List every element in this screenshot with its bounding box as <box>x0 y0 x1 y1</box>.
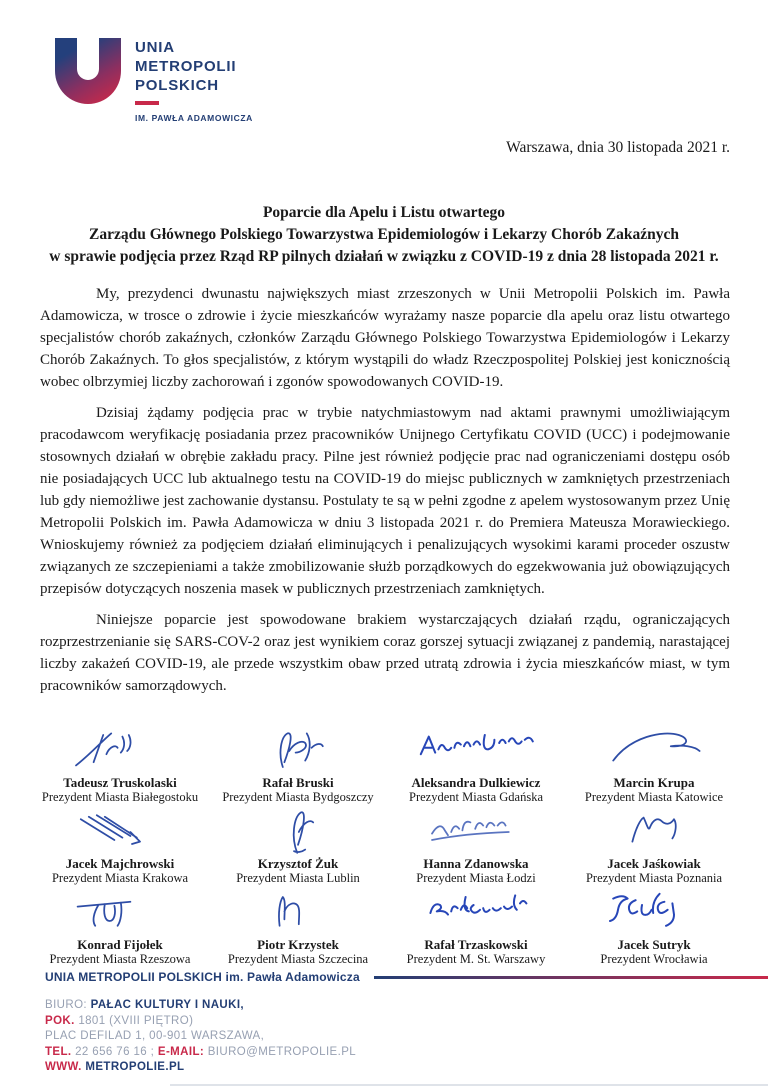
tel-value: 22 656 76 16 ; <box>75 1045 155 1058</box>
footer-header <box>45 970 768 984</box>
signature-handwriting-icon <box>223 727 373 775</box>
signatory-name: Hanna Zdanowska <box>423 856 529 871</box>
logo-subtitle: IM. PAWŁA ADAMOWICZA <box>135 113 253 123</box>
signatory-name: Rafał Bruski <box>262 775 334 790</box>
letter-title <box>0 202 768 268</box>
footer <box>45 970 768 1076</box>
signature-handwriting-icon <box>579 808 729 856</box>
paragraph-2: Dzisiaj żądamy podjęcia prac w trybie natychmiastowym nad aktami prawnymi umożliwiającym pracodawcom weryfikację posiadania przez pracowników Unijnego Certyfikatu COVID (UCC) i podejmowanie stosownych działań w obrębie zakładu pracy. Pilne jest również podjęcie prac nad ograniczeniami dostępu osób nie posiadających UCC lub aktualnego testu na COVID-19 do miejsc publicznych w zamkniętych przestrzeniach lub gdy niemożliwe jest zachowanie dystansu. Postulaty te są w pełni zgodne z apelem wystosowanym przez Unię Metropolii Polskich im. Pawła Adamowicza w dniu 3 listopada 2021 r. do Premiera Mateusza Morawieckiego. Wnioskujemy również za podjęciem działań eliminujących i penalizujących wysokimi karami proceder oszustw związanych ze szczepieniami a także zmobilizowanie służb porządkowych do egzekwowania już obowiązujących przepisów dotyczących noszenia masek w publicznych przestrzeniach zamkniętych. <box>40 405 730 597</box>
signature-handwriting-icon <box>45 727 195 775</box>
signatory-title: Prezydent Miasta Krakowa <box>51 871 189 885</box>
room-label: POK. <box>45 1014 75 1027</box>
signature-block-zdanowska <box>390 805 562 886</box>
signatory-name: Rafał Trzaskowski <box>424 937 528 952</box>
office-value: PAŁAC KULTURY I NAUKI, <box>90 999 245 1011</box>
title-line-2: Zarządu Głównego Polskiego Towarzystwa Epidemiologów i Lekarzy Chorób Zakaźnych <box>89 226 679 243</box>
signatory-title: Prezydent Miasta Lublin <box>236 871 360 885</box>
signatory-name: Tadeusz Truskolaski <box>63 775 177 790</box>
signatory-title: Prezydent Miasta Gdańska <box>409 790 543 804</box>
footer-office-line <box>45 998 768 1014</box>
footer-www-line <box>45 1060 768 1076</box>
signatory-name: Jacek Sutryk <box>617 937 691 952</box>
signature-handwriting-icon <box>401 889 551 937</box>
signatory-title: Prezydent Wrocławia <box>600 952 708 966</box>
email-value: BIURO@METROPOLIE.PL <box>207 1045 357 1058</box>
logo-line-3: POLSKICH <box>135 77 219 94</box>
signatory-title: Prezydent Miasta Poznania <box>585 871 723 885</box>
signatory-name: Aleksandra Dulkiewicz <box>411 775 541 790</box>
signatory-name: Krzysztof Żuk <box>257 856 339 871</box>
signatory-title: Prezydent Miasta Białegostoku <box>41 790 199 804</box>
signature-handwriting-icon <box>579 889 729 937</box>
footer-room-line <box>45 1014 768 1030</box>
room-value: 1801 (XVIII PIĘTRO) <box>78 1014 194 1027</box>
title-line-3: w sprawie podjęcia przez Rząd RP pilnych działań w związku z COVID-19 z dnia 28 listopada 2021 r. <box>49 248 719 265</box>
logo-underline <box>135 101 159 105</box>
signature-handwriting-icon <box>401 808 551 856</box>
paragraph-1: My, prezydenci dwunastu największych miast zrzeszonych w Unii Metropolii Polskich im. Pawła Adamowicza, w trosce o zdrowie i życie mieszkańców wyrażamy nasze poparcie dla apelu oraz listu otwartego specjalistów chorób zakaźnych, członków Zarządu Głównego Polskiego Towarzystwa Epidemiologów i Lekarzy Chorób Zakaźnych. To głos specjalistów, z którym wystąpili do władz Rzeczpospolitej Polskiej jest konicznością wobec olbrzymiej liczby zachorowań i zgonów spowodowanych COVID-19. <box>40 286 730 390</box>
signature-block-truskolaski <box>34 724 206 805</box>
signature-block-krupa <box>568 724 740 805</box>
signature-block-krzystek <box>212 886 384 967</box>
ump-logo-u-icon <box>55 38 121 104</box>
www-value: METROPOLIE.PL <box>85 1061 185 1073</box>
signature-block-fijolek <box>34 886 206 967</box>
signature-block-trzaskowski <box>390 886 562 967</box>
signature-handwriting-icon <box>45 889 195 937</box>
signatory-name: Jacek Jaśkowiak <box>607 856 701 871</box>
logo-line-2: METROPOLII <box>135 58 237 75</box>
footer-org-name: UNIA METROPOLII POLSKICH im. Pawła Adamowicza <box>45 970 360 984</box>
signatory-name: Piotr Krzystek <box>257 937 339 952</box>
logo-line-1: UNIA <box>135 39 175 56</box>
signatory-name: Marcin Krupa <box>613 775 695 790</box>
email-label: E-MAIL: <box>157 1045 205 1058</box>
signature-handwriting-icon <box>223 808 373 856</box>
tel-label: TEL. <box>45 1045 72 1058</box>
footer-contact-block <box>45 998 768 1076</box>
ump-logo-text <box>135 38 253 123</box>
www-label: WWW. <box>45 1061 82 1073</box>
ump-logo <box>55 38 253 123</box>
office-label: BIURO: <box>45 999 88 1011</box>
footer-gradient-rule <box>374 976 768 979</box>
paragraph-3: Niniejsze poparcie jest spowodowane brakiem wystarczających działań rządu, ograniczających rozprzestrzenianie się SARS-COV-2 oraz jest wynikiem coraz gorszej sytuacji związanej z pandemią, narastającej liczby zakażeń COVID-19, ale przede wszystkim obaw przed utratą zdrowia i życia mieszkańców miast, w tym pracowników samorządowych. <box>40 612 730 694</box>
signatory-title: Prezydent Miasta Rzeszowa <box>49 952 191 966</box>
signature-handwriting-icon <box>579 727 729 775</box>
signatory-title: Prezydent Miasta Katowice <box>584 790 724 804</box>
signature-block-jaskowiak <box>568 805 740 886</box>
signature-handwriting-icon <box>45 808 195 856</box>
title-line-1: Poparcie dla Apelu i Listu otwartego <box>262 204 506 221</box>
footer-address-line: PLAC DEFILAD 1, 00-901 WARSZAWA, <box>45 1030 265 1042</box>
signature-block-sutryk <box>568 886 740 967</box>
signatory-name: Konrad Fijołek <box>77 937 163 952</box>
date-line: Warszawa, dnia 30 listopada 2021 r. <box>506 139 730 156</box>
signature-block-zuk <box>212 805 384 886</box>
signatory-name: Jacek Majchrowski <box>65 856 175 871</box>
signature-handwriting-icon <box>401 727 551 775</box>
signature-block-bruski <box>212 724 384 805</box>
signatory-title: Prezydent Miasta Bydgoszczy <box>222 790 374 804</box>
signatory-title: Prezydent Miasta Łodzi <box>416 871 536 885</box>
signatory-title: Prezydent Miasta Szczecina <box>227 952 369 966</box>
footer-tel-email-line <box>45 1045 768 1061</box>
letter-body <box>40 283 730 706</box>
signature-handwriting-icon <box>223 889 373 937</box>
signature-block-majchrowski <box>34 805 206 886</box>
signatures-grid <box>34 724 740 967</box>
signatory-title: Prezydent M. St. Warszawy <box>406 952 546 966</box>
signature-block-dulkiewicz <box>390 724 562 805</box>
ump-logo-u-cutout <box>77 38 99 80</box>
